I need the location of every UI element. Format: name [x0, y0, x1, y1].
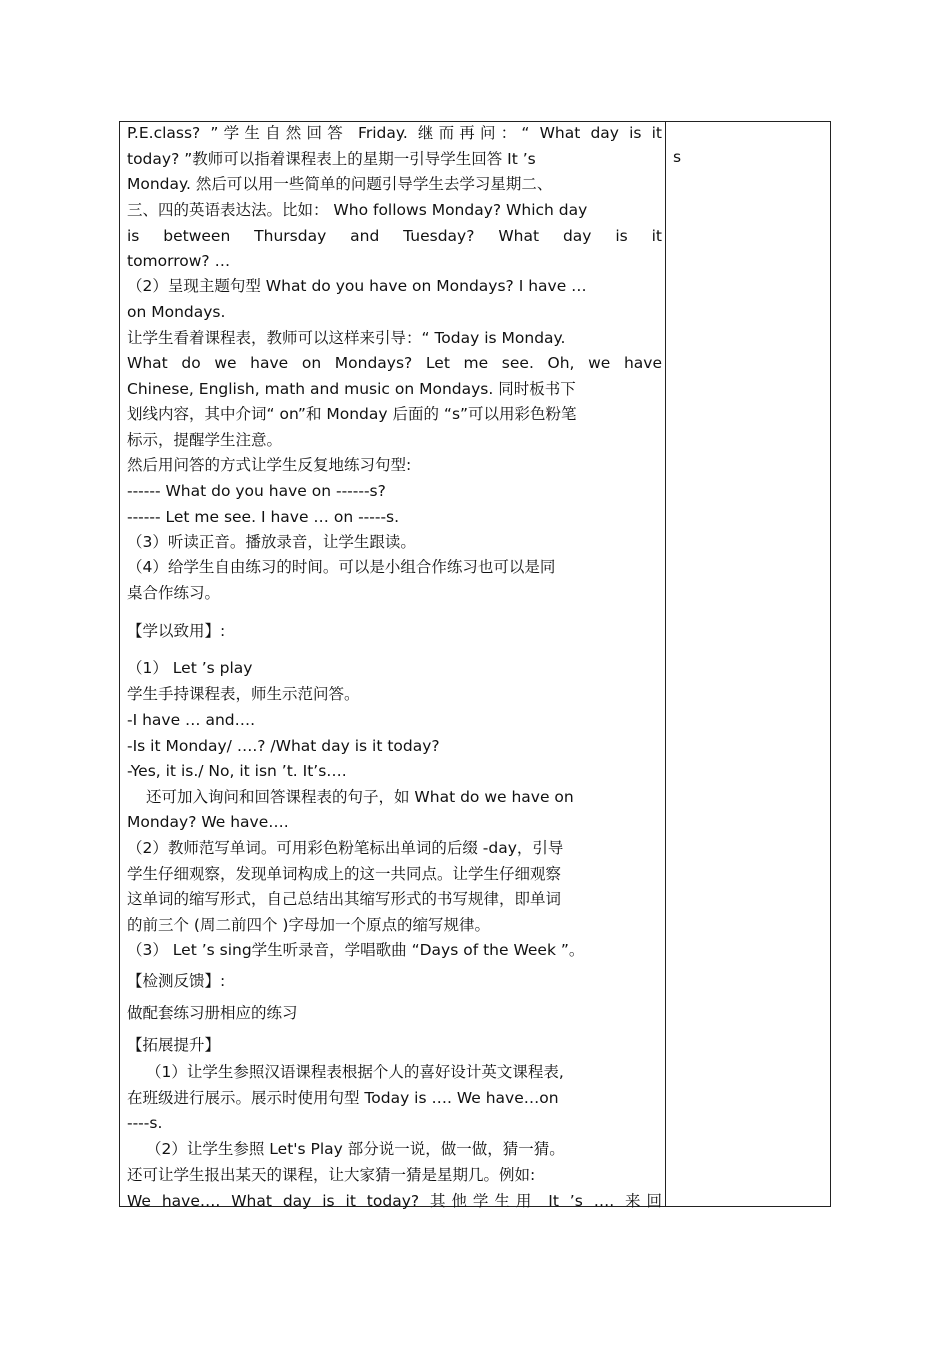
- text-line: 还可让学生报出某天的课程，让大家猜一猜是星期几。例如:: [127, 1166, 536, 1184]
- lesson-content-cell: [127, 121, 662, 1210]
- text-line: 在班级进行展示。展示时使用句型 Today is …. We have…on: [127, 1089, 559, 1107]
- text-line: Monday. 然后可以用一些简单的问题引导学生去学习星期二、: [127, 175, 553, 193]
- text-line: -Yes, it is./ No, it isn ’t. It’s….: [127, 762, 347, 780]
- text-line: （2）让学生参照 Let's Play 部分说一说，做一做，猜一猜。: [146, 1140, 565, 1158]
- text-line: today? ”教师可以指着课程表上的星期一引导学生回答 It ’s: [127, 150, 536, 168]
- text-line: 做配套练习册相应的练习: [127, 1004, 298, 1022]
- text-line: 让学生看着课程表，教师可以这样来引导：“ Today is Monday.: [127, 329, 566, 347]
- text-line: 学生手持课程表，师生示范问答。: [127, 685, 360, 703]
- text-line: （2）呈现主题句型 What do you have on Mondays? I have …: [127, 277, 587, 295]
- text-line: 桌合作练习。: [127, 584, 221, 602]
- section-heading: 【学以致用】:: [127, 622, 226, 640]
- text-line: 这单词的缩写形式，自己总结出其缩写形式的书写规律，即单词: [127, 890, 562, 908]
- text-line: Monday? We have….: [127, 813, 289, 831]
- text-line: 还可加入询问和回答课程表的句子，如 What do we have on: [146, 788, 574, 806]
- text-line: （1） Let ’s play: [127, 659, 253, 677]
- text-line: 然后用问答的方式让学生反复地练习句型:: [127, 456, 412, 474]
- text-line: 划线内容，其中介词“ on”和 Monday 后面的 “s”可以用彩色粉笔: [127, 405, 577, 423]
- text-line: （4）给学生自由练习的时间。可以是小组合作练习也可以是同: [127, 558, 556, 576]
- section-heading: 【检测反馈】:: [127, 972, 226, 990]
- text-line: 三、四的英语表达法。比如： Who follows Monday? Which day: [127, 201, 588, 219]
- side-cell-text: s: [673, 148, 682, 166]
- text-line: ------ Let me see. I have … on -----s.: [127, 508, 400, 526]
- text-line: 的前三个 (周二前四个 )字母加一个原点的缩写规律。: [127, 916, 490, 934]
- text-line: ------ What do you have on ------s?: [127, 482, 386, 500]
- text-line: tomorrow? …: [127, 252, 231, 270]
- text-line: 标示，提醒学生注意。: [127, 431, 283, 449]
- text-line: on Mondays.: [127, 303, 226, 321]
- text-line: What do we have on Mondays? Let me see. Oh, we have: [127, 354, 662, 372]
- text-line: -Is it Monday/ ….? /What day is it today?: [127, 737, 440, 755]
- text-line: Chinese, English, math and music on Mondays. 同时板书下: [127, 380, 576, 398]
- text-line: -I have … and….: [127, 711, 256, 729]
- text-line: We have…. What day is it today? 其他学生用 It ’s …. 来回: [127, 1192, 662, 1210]
- text-line: （3）听读正音。播放录音，让学生跟读。: [127, 533, 416, 551]
- section-heading: 【拓展提升】: [127, 1036, 221, 1054]
- text-line: is between Thursday and Tuesday? What day is it: [127, 227, 662, 245]
- text-line: 学生仔细观察，发现单词构成上的这一共同点。让学生仔细观察: [127, 865, 562, 883]
- text-line: ----s.: [127, 1114, 163, 1132]
- text-line: （3） Let ’s sing学生听录音，学唱歌曲 “Days of the Week ”。: [127, 941, 585, 959]
- text-line: （1）让学生参照汉语课程表根据个人的喜好设计英文课程表,: [146, 1063, 564, 1081]
- text-line: （2）教师范写单词。可用彩色粉笔标出单词的后缀 -day，引导: [127, 839, 564, 857]
- column-divider: [665, 121, 666, 1207]
- text-line: P.E.class? ”学生自然回答 Friday. 继而再问：“ What day is it: [127, 124, 662, 142]
